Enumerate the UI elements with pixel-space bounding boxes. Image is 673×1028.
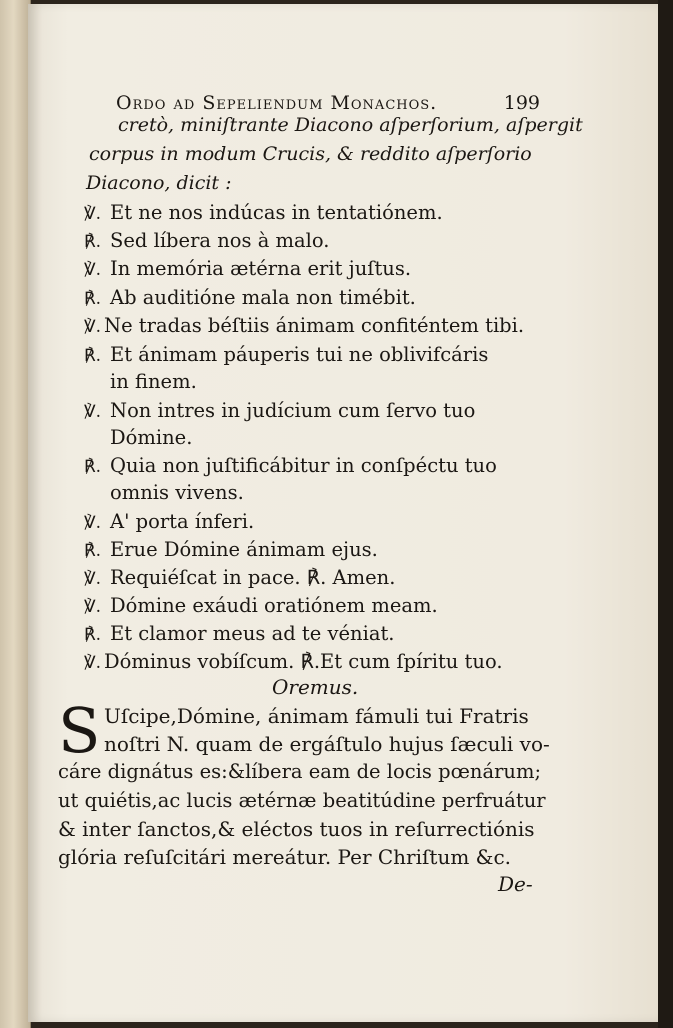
versicle [84, 316, 524, 336]
response-text: Sed líbera nos à malo. [110, 229, 330, 252]
versicle-continuation: Dómine. [110, 426, 193, 449]
response-text: Et ánimam páuperis tui ne oblivifcáris [110, 343, 489, 366]
page-number: 199 [503, 92, 540, 114]
response-text: Et clamor meus ad te véniat. [110, 622, 395, 645]
versicle-symbol: ℣. [84, 597, 102, 617]
response [84, 231, 330, 251]
response-text: Erue Dómine ánimam ejus. [110, 538, 378, 561]
response-symbol: ℟. [84, 541, 102, 561]
page-edge-shadow [658, 0, 673, 1028]
book-binding [0, 0, 31, 1028]
response-symbol: ℟. [84, 232, 102, 252]
versicle-symbol: ℣. [84, 569, 102, 589]
versicle [84, 596, 438, 616]
prayer-line: Uſcipe,Dómine, ánimam fámuli tui Fratris [104, 704, 529, 728]
response-symbol: ℟. [84, 625, 102, 645]
versicle-symbol: ℣. [84, 317, 102, 337]
versicle-symbol: ℣. [84, 402, 102, 422]
response-continuation: in finem. [110, 370, 197, 393]
rubric-line: corpus in modum Crucis, & reddito aſperſorio [89, 143, 532, 165]
versicle-symbol: ℣. [84, 260, 102, 280]
prayer-line: cáre dignátus es:&líbera eam de locis pœnárum; [58, 760, 542, 783]
versicle-text: Dómine exáudi oratiónem meam. [110, 594, 438, 617]
versicle-symbol: ℣. [84, 513, 102, 533]
versicle [84, 259, 411, 279]
versicle-text: Et ne nos indúcas in tentatiónem. [110, 201, 443, 224]
versicle [84, 652, 503, 672]
versicle-symbol: ℣. [84, 653, 102, 673]
response-continuation: omnis vivens. [110, 481, 244, 504]
response-text: Quia non juſtificábitur in conſpéctu tuo [110, 454, 497, 477]
response-symbol: ℟. [84, 457, 102, 477]
response [84, 288, 416, 308]
response-symbol: ℟. [84, 289, 102, 309]
versicle-text: Requiéſcat in pace. ℟. Amen. [110, 566, 396, 589]
response [84, 540, 378, 560]
catchword: De- [498, 872, 533, 896]
prayer-line: noſtri N. quam de ergáſtulo hujus ſæculi vo- [104, 732, 550, 756]
versicle [84, 401, 475, 421]
versicle-text: Ne tradas béſtiis ánimam confiténtem tibi. [104, 314, 525, 337]
versicle-text: In memória ætérna erit juſtus. [110, 257, 412, 280]
versicle-text: Non intres in judícium cum ſervo tuo [110, 399, 476, 422]
response [84, 345, 488, 365]
drop-cap: S [58, 694, 101, 767]
versicle [84, 203, 443, 223]
prayer-line: glória reſuſcitári mereátur. Per Chriſtum &c. [58, 845, 512, 869]
rubric-line: cretò, miniſtrante Diacono aſperſorium, aſpergit [118, 114, 583, 136]
versicle-symbol: ℣. [84, 204, 102, 224]
response [84, 624, 395, 644]
page-content [58, 86, 583, 896]
versicle-text: Dóminus vobíſcum. ℟.Et cum ſpíritu tuo. [104, 650, 503, 673]
prayer-line: & inter ſanctos,& eléctos tuos in reſurrectiónis [58, 817, 535, 841]
rubric-line: Diacono, dicit : [86, 172, 232, 194]
oremus-heading: Oremus. [272, 675, 359, 699]
running-title: Ordo ad Sepeliendum Monachos. [116, 92, 438, 114]
response-symbol: ℟. [84, 346, 102, 366]
versicle [84, 568, 395, 588]
versicle [84, 512, 254, 532]
versicle-text: A' porta ínferi. [110, 510, 255, 533]
prayer-line: ut quiétis,ac lucis ætérnæ beatitúdine perfruátur [58, 789, 546, 812]
response-text: Ab auditióne mala non timébit. [110, 286, 416, 309]
response [84, 456, 497, 476]
